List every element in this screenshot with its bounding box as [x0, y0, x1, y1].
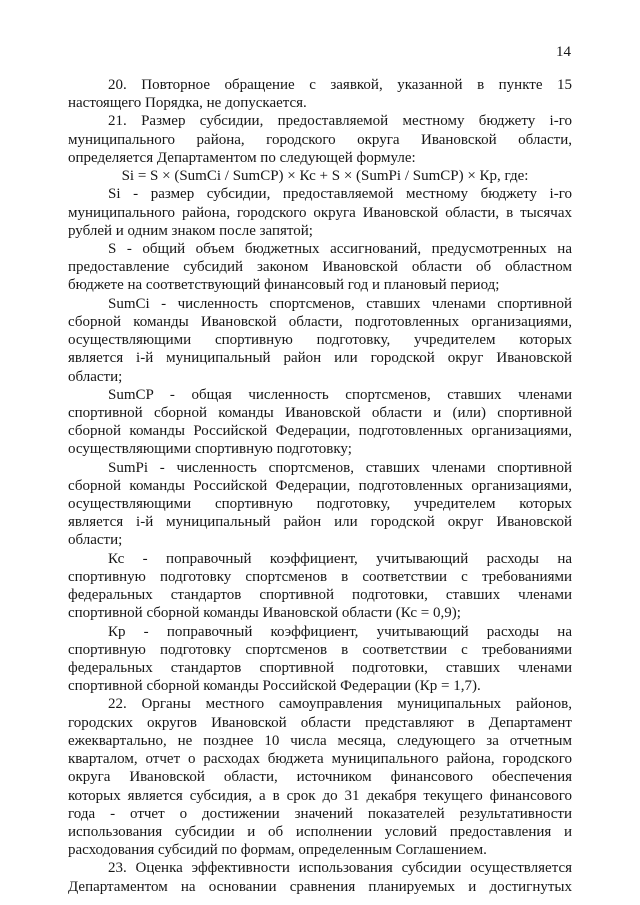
text-line: использования субсидии и об исполнении условий предоставления и	[68, 823, 572, 840]
definition-si	[68, 185, 572, 240]
text-line: является i-й муниципальный район или городской округ Ивановской	[68, 514, 572, 531]
text-line: спортивную подготовку спортсменов в соответствии с требованиями	[68, 568, 572, 585]
paragraph-21	[68, 112, 572, 167]
document-body	[68, 76, 572, 896]
text-line: муниципального района, городского округа Ивановской области,	[68, 131, 572, 148]
text-line: области;	[68, 368, 123, 385]
text-line: S - общий объем бюджетных ассигнований, предусмотренных на	[108, 240, 572, 257]
text-line: определяется Департаментом по следующей формуле:	[68, 149, 416, 166]
text-line: SumCP - общая численность спортсменов, ставших членами	[108, 386, 572, 403]
text-line: осуществляющими спортивную подготовку, учредителем которых	[68, 496, 572, 513]
text-line: расходования субсидий по формам, определенным Соглашением.	[68, 842, 487, 859]
text-line: настоящего Порядка, не допускается.	[68, 95, 307, 112]
text-line: сборной команды Российской Федерации, подготовленных организациями,	[68, 423, 572, 440]
text-line: Кс - поправочный коэффициент, учитывающий расходы на	[108, 550, 572, 567]
text-line: сборной команды Ивановской области, подготовленных организациями,	[68, 313, 572, 330]
text-line: муниципального района, городского округа Ивановской области, в тысячах	[68, 204, 572, 221]
paragraph-23	[68, 859, 572, 895]
text-line: федеральных стандартов спортивной подготовки, ставших членами	[68, 587, 572, 604]
text-line: осуществляющими спортивную подготовку, учредителем которых	[68, 332, 572, 349]
text-line: 22. Органы местного самоуправления муниципальных районов,	[108, 696, 572, 713]
text-line: предоставление субсидий законом Ивановской области об областном	[68, 259, 572, 276]
text-line: ежеквартально, не позднее 10 числа месяца, следующего за отчетным	[68, 732, 572, 749]
text-line: Si - размер субсидии, предоставляемой местному бюджету i-го	[108, 186, 572, 203]
definition-sumpi	[68, 459, 572, 550]
text-line: года - отчет о достижении значений показателей результативности	[68, 805, 572, 822]
text-line: бюджете на соответствующий финансовый год и плановый период;	[68, 277, 500, 294]
text-line: 20. Повторное обращение с заявкой, указанной в пункте 15	[108, 77, 572, 93]
page-number: 14	[556, 44, 571, 60]
text-line: спортивной сборной команды Ивановской области и (или) спортивной	[68, 404, 572, 421]
definition-sumci	[68, 295, 572, 386]
text-line: осуществляющими спортивную подготовку;	[68, 441, 352, 458]
text-line: области;	[68, 532, 123, 549]
text-line: спортивной сборной команды Ивановской области (Кс = 0,9);	[68, 605, 461, 622]
text-line: 21. Размер субсидии, предоставляемой местному бюджету i-го	[108, 113, 572, 130]
text-line: является i-й муниципальный район или городской округ Ивановской	[68, 350, 572, 367]
text-line: рублей и одним знаком после запятой;	[68, 222, 313, 239]
text-line: сборной команды Российской Федерации, подготовленных организациями,	[68, 477, 572, 494]
text-line: кварталом, отчет о расходах бюджета муниципального района, городского	[68, 751, 572, 768]
text-line: 23. Оценка эффективности использования субсидии осуществляется	[108, 860, 572, 877]
definition-kc	[68, 550, 572, 623]
text-line: спортивную подготовку спортсменов в соответствии с требованиями	[68, 641, 572, 658]
text-line: которых является субсидия, а в срок до 31 декабря текущего финансового	[68, 787, 572, 804]
text-line: спортивной сборной команды Российской Федерации (Кр = 1,7).	[68, 678, 481, 695]
paragraph-22	[68, 695, 572, 859]
definition-kr	[68, 623, 572, 696]
text-line: городских округов Ивановской области представляют в Департамент	[68, 714, 572, 731]
text-line: Департаментом на основании сравнения планируемых и достигнутых	[68, 878, 572, 895]
text-line: округа Ивановской области, источником финансового обеспечения	[68, 769, 572, 786]
definition-sumcp	[68, 386, 572, 459]
text-line: Кр - поправочный коэффициент, учитывающий расходы на	[108, 623, 572, 640]
definition-s	[68, 240, 572, 295]
formula	[68, 167, 572, 185]
text-line: SumCi - численность спортсменов, ставших членами спортивной	[108, 295, 572, 312]
formula-line: Si = S × (SumCi / SumCP) × Кс + S × (SumPi / SumCP) × Кр, где:	[121, 168, 529, 185]
paragraph-20	[68, 76, 572, 112]
text-line: SumPi - численность спортсменов, ставших членами спортивной	[108, 459, 572, 476]
text-line: федеральных стандартов спортивной подготовки, ставших членами	[68, 660, 572, 676]
